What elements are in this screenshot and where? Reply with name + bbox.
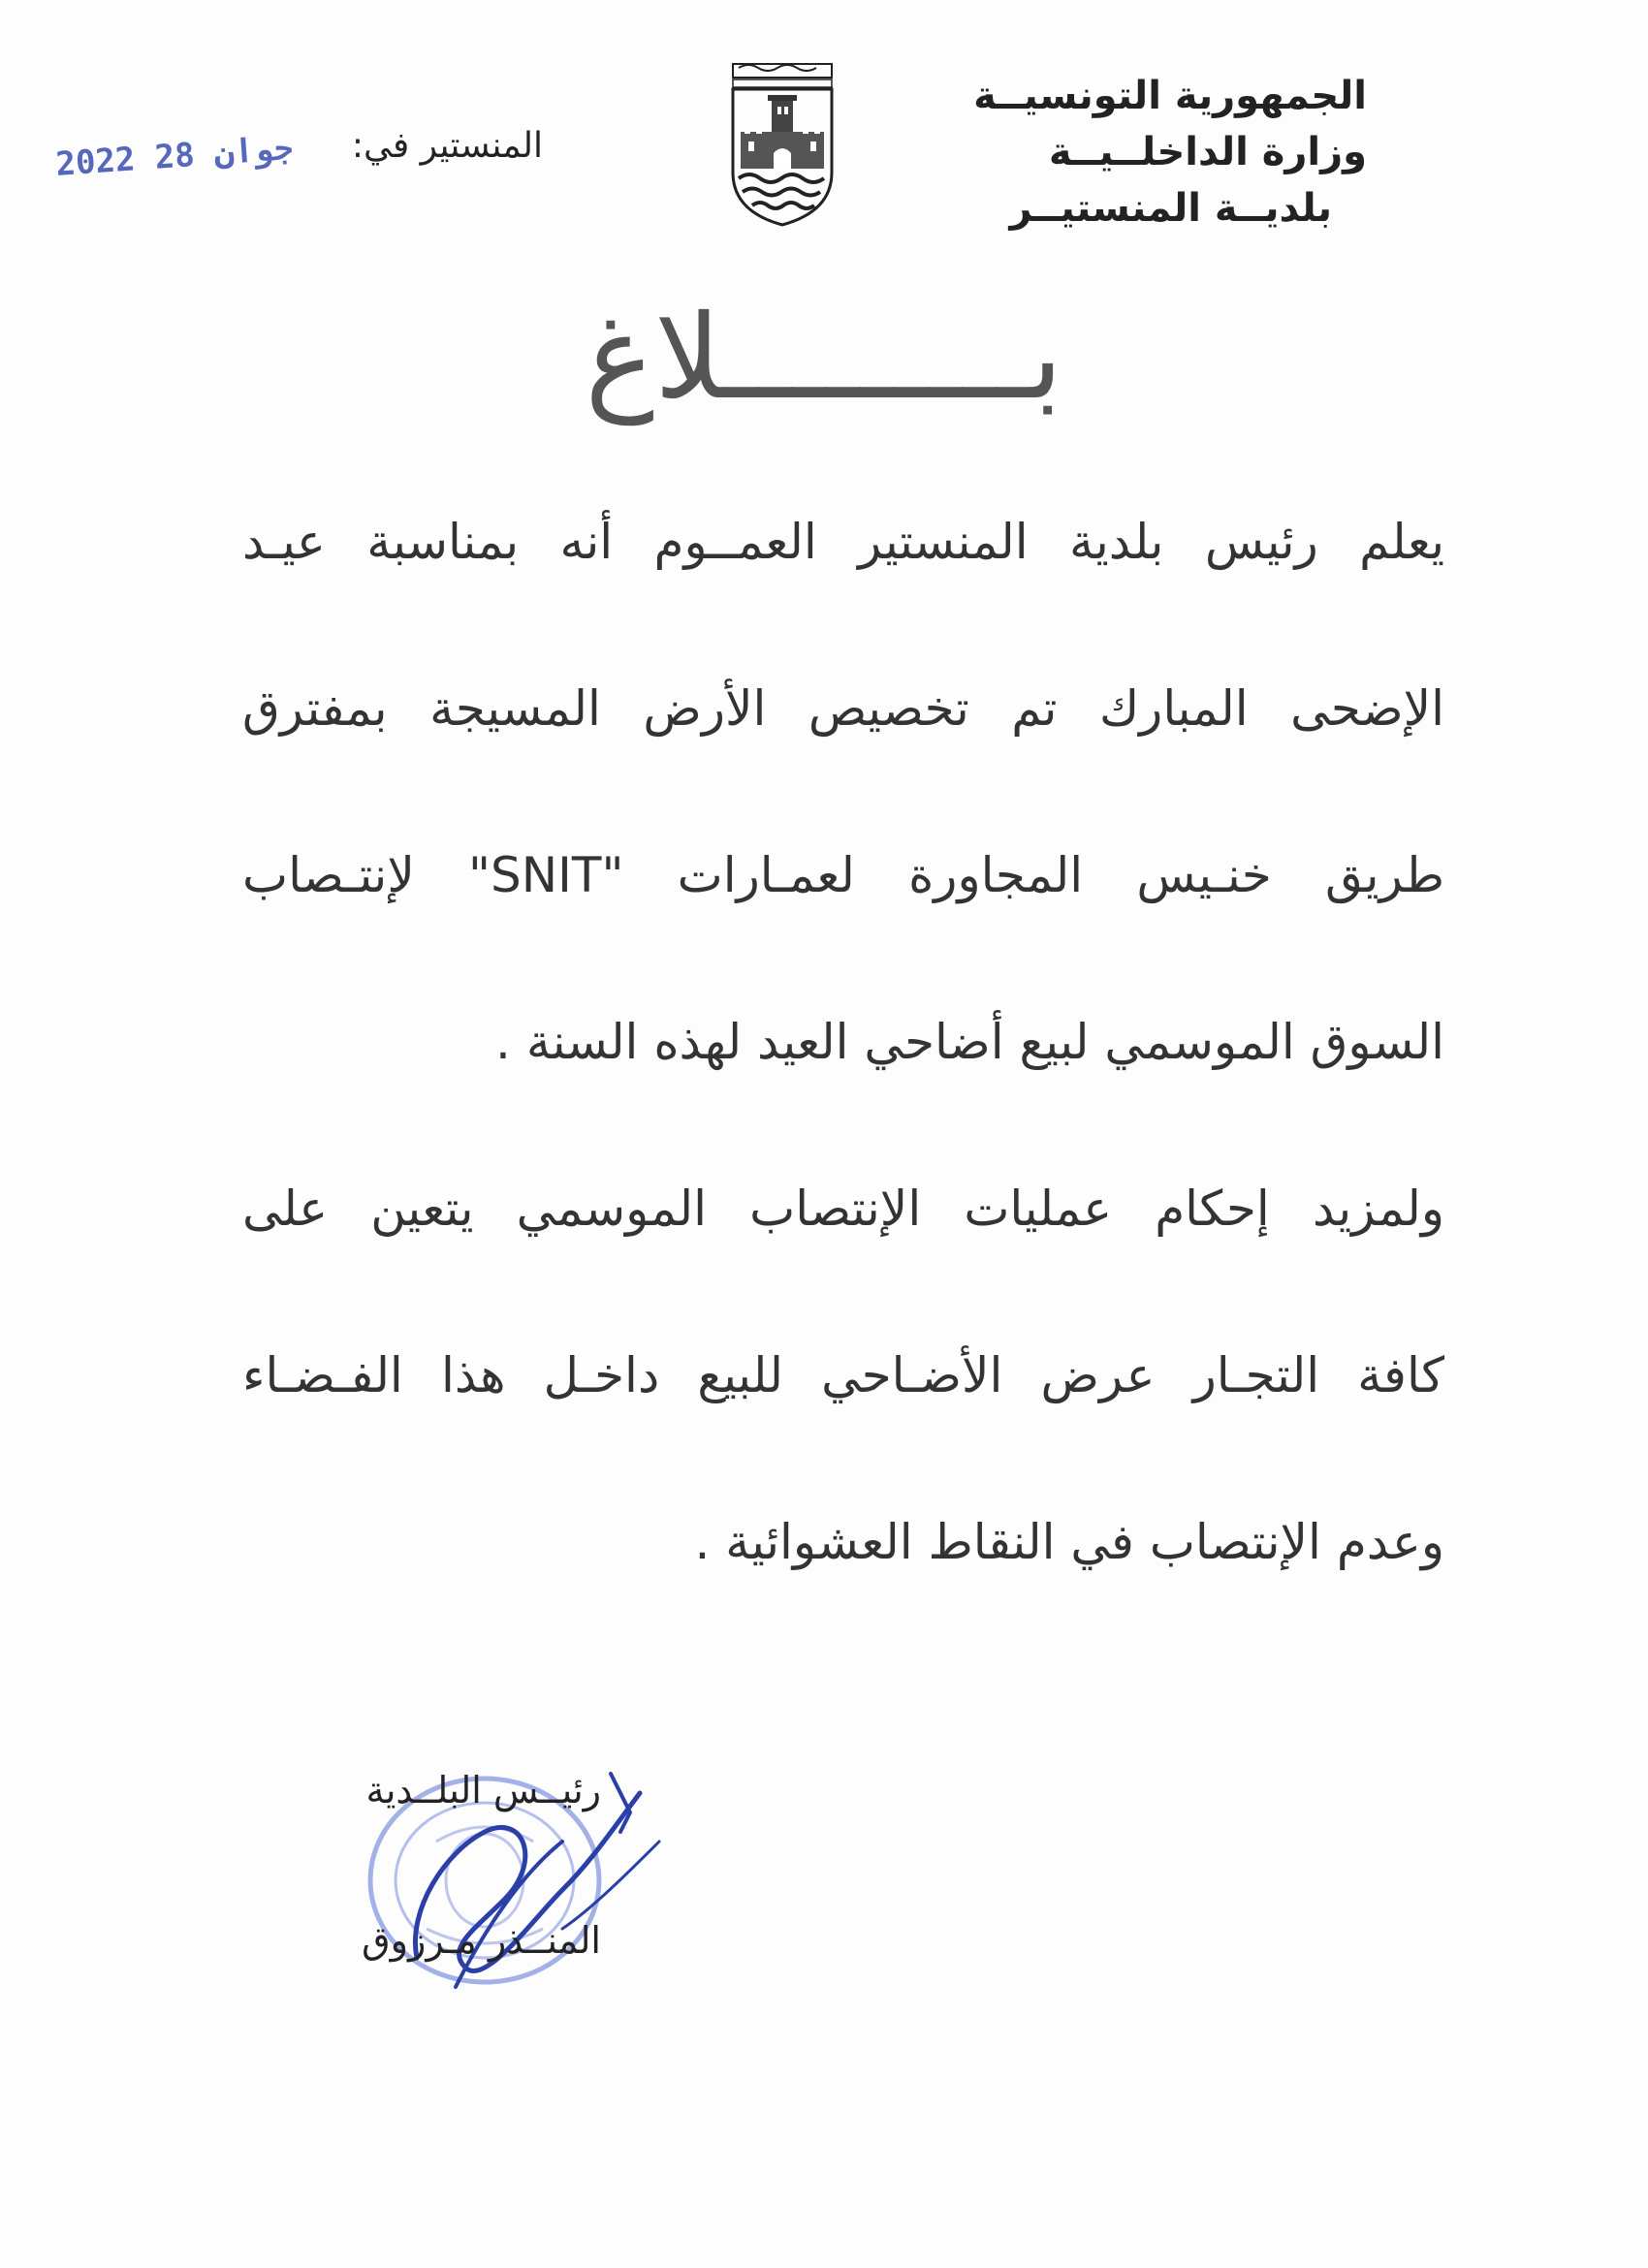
monastir-emblem-icon <box>725 56 840 229</box>
announcement-body <box>242 514 1444 1681</box>
page-title: بـــــــــلاغ <box>585 291 1063 425</box>
body-line: الإضحى المبارك تم تخصيص الأرض المسيجة بمفترق <box>242 680 1444 737</box>
body-line: طريق خنـيس المجاورة لعمـارات "SNIT" لإنتـصاب <box>242 847 1444 903</box>
body-line: السوق الموسمي لبيع أضاحي العيد لهذه السنة . <box>495 1014 1444 1070</box>
date-stamp-text: 2022 جوان 28 <box>54 128 296 184</box>
header-municipality: بلديــة المنستيــر <box>1009 186 1332 231</box>
body-line: يعلم رئيس بلدية المنستير العمــوم أنه بمناسبة عيـد <box>242 514 1444 570</box>
place-label: المنستير في: <box>351 126 543 166</box>
signatory-title: رئيــس البلــدية <box>365 1769 601 1811</box>
header-block <box>960 68 1367 236</box>
date-stamp <box>54 129 300 194</box>
body-line: كافة التجـار عرض الأضـاحي للبيع داخـل هذا الفـضـاء <box>242 1347 1444 1403</box>
header-ministry: وزارة الداخلــيــة <box>1048 130 1367 174</box>
header-republic: الجمهورية التونسيــة <box>973 74 1367 118</box>
body-line: وعدم الإنتصاب في النقاط العشوائية . <box>694 1514 1444 1570</box>
signatory-name: المنــذر مـرزوق <box>362 1919 601 1962</box>
body-line: ولمزيد إحكام عمليات الإنتصاب الموسمي يتعين على <box>242 1181 1444 1237</box>
